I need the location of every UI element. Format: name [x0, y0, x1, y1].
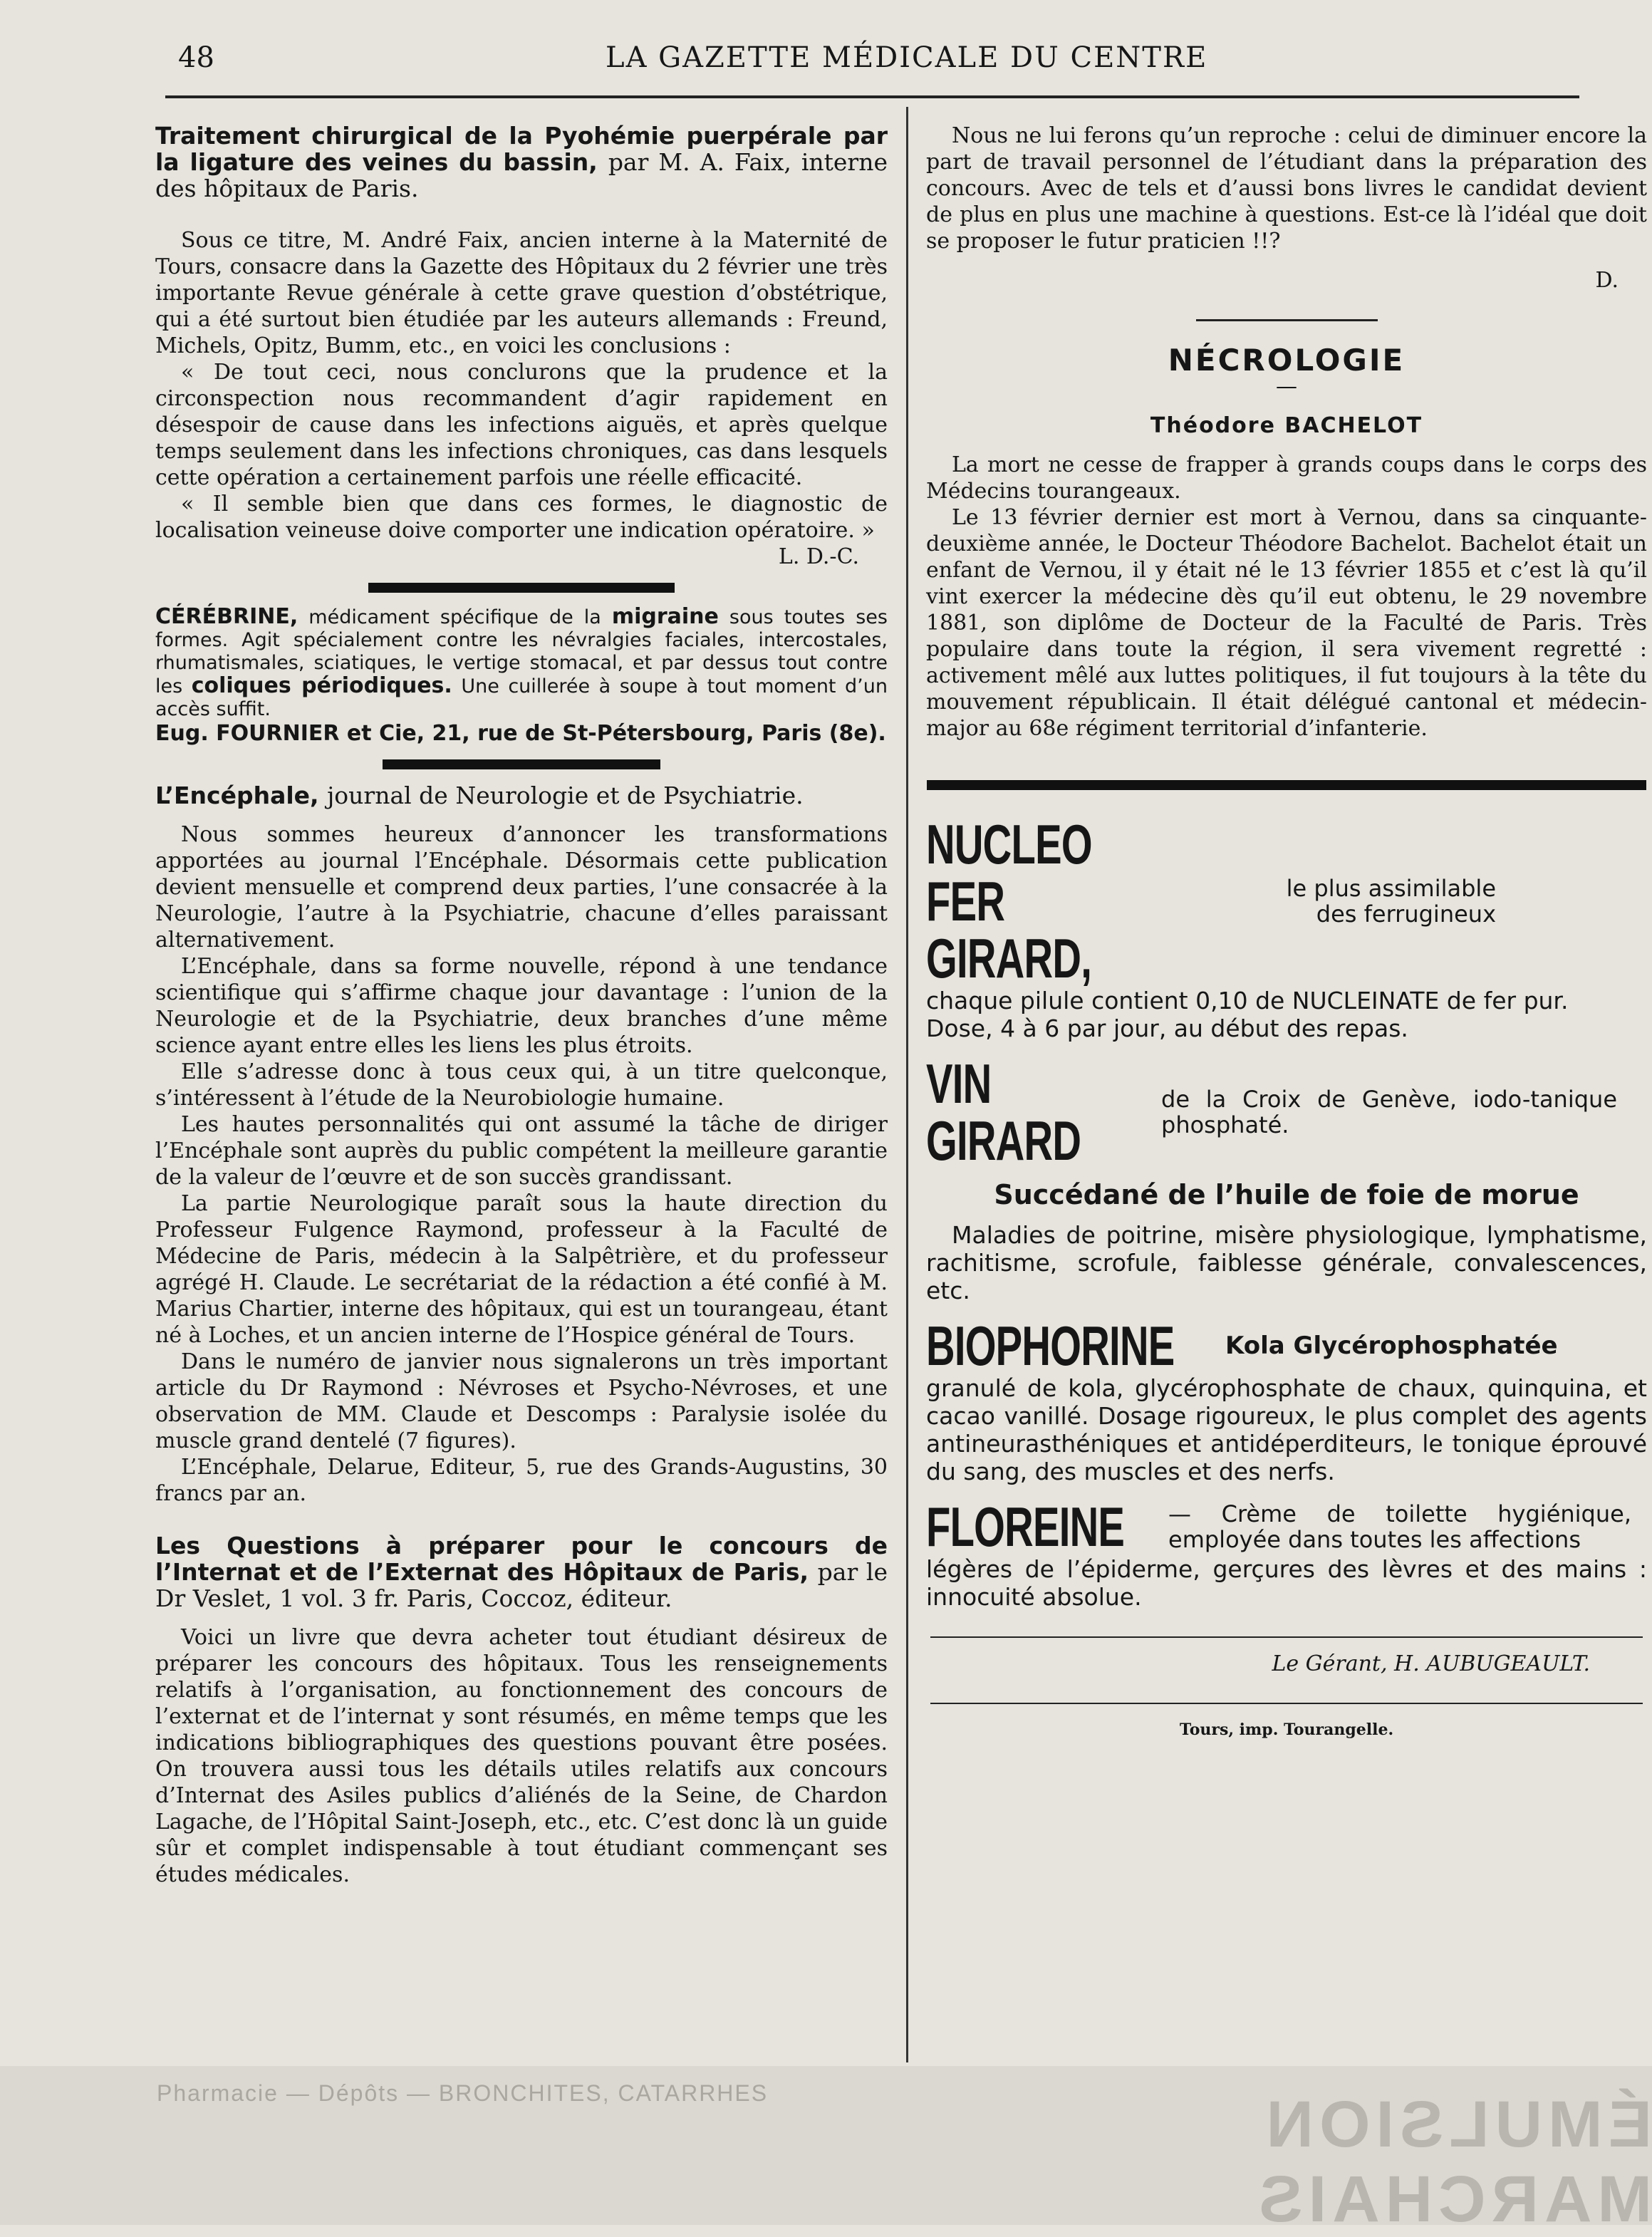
article-questions-title: Les Questions à préparer pour le concours de l’Internat et de l’Externat des Hôpitaux de Paris, par le Dr Veslet, 1 vol. 3 fr. Paris, Coccoz, éditeur. [155, 1532, 888, 1612]
separator-bar [368, 583, 675, 593]
publication-title: LA GAZETTE MÉDICALE DU CENTRE [606, 41, 1208, 74]
necrology-heading: NÉCROLOGIE [1168, 343, 1406, 378]
ad-nucleo-line2: Dose, 4 à 6 par jour, au début des repas. [926, 1014, 1408, 1042]
article-encephale-p3: Elle s’adresse donc à tous ceux qui, à un titre quelconque, s’intéressent à l’étude de la Neurobiologie humaine. [155, 1059, 888, 1111]
ad-biophorine-heading: BIOPHORINE [926, 1314, 1175, 1377]
necrology-name: Théodore BACHELOT [1150, 413, 1423, 438]
article-encephale-p1: Nous sommes heureux d’annoncer les transformations apportées au journal l’Encéphale. Désormais cette publication devient mensuelle et comprend deux parties, l’une consacrée à la Neurologie, l’autre à la Psychiatrie, chacune d’elles paraissant alternativement. [155, 822, 888, 953]
right-column [926, 123, 1647, 1743]
review-signature: D. [1595, 268, 1619, 293]
ad-floreine-side: — Crème de toilette hygiénique, employée dans toutes les affections [1168, 1500, 1631, 1553]
necrology-p2: Le 13 février dernier est mort à Vernou, dans sa cinquante-deuxième année, le Docteur Théodore Bachelot. Bachelot était un enfant de Vernou, il y était né le 13 février 1855 et c’est là qu’il vint exercer la médecine dès qu’il eut obtenu, le 29 novembre 1881, son diplôme de Docteur de la Faculté de Paris. Très populaire dans toute la région, il sera vivement regretté : activement mêlé aux luttes politiques, il fut toujours à la tête du mouvement républicain. Il était délégué cantonal et médecin-major au 68e régiment territorial d’infanterie. [926, 505, 1647, 741]
page-number: 48 [178, 41, 214, 74]
article-encephale-p5: La partie Neurologique paraît sous la haute direction du Professeur Fulgence Raymond, professeur à la Faculté de Médecine de Paris, médecin à la Salpêtrière, et du professeur agrégé H. Claude. Le secrétariat de la rédaction a été confié à M. Marius Chartier, interne des hôpitaux, qui est un tourangeau, étant né à Loches, et un ancien interne de l’Hospice général de Tours. [155, 1191, 888, 1348]
article-encephale-p2: L’Encéphale, dans sa forme nouvelle, répond à une tendance scientifique qui s’affirme chaque jour davantage : l’union de la Neurologie et de la Psychiatrie, deux branches d’une même science ayant entre elles les liens les plus étroits. [155, 954, 888, 1058]
left-column [155, 123, 888, 1888]
article-pyohemie-title: Traitement chirurgical de la Pyohémie puerpérale par la ligature des veines du bassin, par M. A. Faix, interne des hôpitaux de Paris. [155, 122, 888, 202]
article-pyohemie-signature: L. D.-C. [778, 544, 859, 569]
ads-separator-bar [927, 780, 1646, 790]
column-divider [906, 107, 908, 2062]
header-rule [165, 95, 1579, 98]
article-pyohemie-p3: « Il semble bien que dans ces formes, le diagnostic de localisation veineuse doive comporter une indication opératoire. » [155, 492, 888, 543]
ad-nucleo-side: le plus assimilable des ferrugineux [1286, 875, 1496, 928]
bleed-through-text: Pharmacie — Dépôts — BRONCHITES, CATARRHES [157, 2080, 769, 2106]
article-encephale-p4: Les hautes personnalités qui ont assumé la tâche de diriger l’Encéphale sont auprès du public compétent la meilleure garantie de la valeur de l’œuvre et de son succès grandissant. [155, 1112, 888, 1190]
article-encephale-p6: Dans le numéro de janvier nous signalerons un très important article du Dr Raymond : Névroses et Psycho-Névroses, et une observation de MM. Claude et Descomps : Paralysie isolée du muscle grand dentelé (7 figures). [155, 1349, 888, 1453]
ad-vin-body: Maladies de poitrine, misère physiologique, lymphatisme, rachitisme, scrofule, faiblesse générale, convalescences, etc. [926, 1221, 1647, 1304]
ad-floreine [926, 1495, 1647, 1558]
ad-vin-girard [926, 1052, 1647, 1172]
article-encephale-title: L’Encéphale, journal de Neurologie et de Psychiatrie. [155, 782, 804, 809]
page-header [178, 41, 1589, 84]
ad-cerebrine-address: Eug. FOURNIER et Cie, 21, rue de St-Pétersbourg, Paris (8e). [155, 721, 886, 746]
necrology-p1: La mort ne cesse de frapper à grands coups dans le corps des Médecins tourangeaux. [926, 452, 1647, 504]
ad-biophorine-side: Kola Glycérophosphatée [1225, 1332, 1558, 1360]
article-pyohemie-p1: Sous ce titre, M. André Faix, ancien interne à la Maternité de Tours, consacre dans la Gazette des Hôpitaux du 2 février une très importante Revue générale à cette grave question d’obstétrique, qui a été surtout bien étudiée par les auteurs allemands : Freund, Michels, Opitz, Bumm, etc., en voici les conclusions : [155, 228, 888, 358]
gerant-line: Le Gérant, H. AUBUGEAULT. [1272, 1651, 1590, 1676]
ad-vin-heading: VIN GIRARD [926, 1052, 1081, 1172]
ad-biophorine [926, 1314, 1647, 1377]
article-pyohemie-p2: « De tout ceci, nous conclurons que la prudence et la circonspection nous recommandent d’agir rapidement en désespoir de cause dans les infections aiguës, et après quelque temps seulement dans les infections chroniques, cas dans lesquels cette opération a certainement parfois une réelle efficacité. [155, 360, 888, 490]
review-continuation: Nous ne lui ferons qu’un reproche : celui de diminuer encore la part de travail personnel de l’étudiant dans la préparation des concours. Avec de tels et d’aussi bons livres le candidat devient de plus en plus une machine à questions. Est-ce là l’idéal que doit se proposer le futur praticien !!? [926, 123, 1647, 254]
ad-cerebrine: CÉRÉBRINE, médicament spécifique de la migraine sous toutes ses formes. Agit spécialement contre les névralgies faciales, intercostales, rhumatismales, sciatiques, le vertige stomacal, et par dessus tout contre les coliques périodiques. Une cuillerée à soupe à tout moment d’un accès suffit. [155, 604, 888, 720]
necrology-dash: — [1276, 374, 1297, 399]
article-encephale-p7: L’Encéphale, Delarue, Editeur, 5, rue des Grands-Augustins, 30 francs par an. [155, 1455, 888, 1506]
imprint-line: Tours, imp. Tourangelle. [1179, 1720, 1394, 1739]
ad-biophorine-body: granulé de kola, glycérophosphate de chaux, quinquina, et cacao vanillé. Dosage rigoureux, le plus complet des agents antineurasthéniques et antidéperditeurs, le tonique éprouvé du sang, des muscles et des nerfs. [926, 1374, 1647, 1485]
ad-vin-subtitle: Succédané de l’huile de foie de morue [994, 1179, 1579, 1210]
ad-floreine-heading: FLOREINE [926, 1495, 1125, 1558]
ad-nucleo-line1: chaque pilule contient 0,10 de NUCLEINATE de fer pur. [926, 987, 1569, 1014]
separator-bar [383, 759, 660, 769]
ad-nucleo-fer-girard [926, 813, 1647, 990]
ad-floreine-body: légères de l’épiderme, gerçures des lèvres et des mains : innocuité absolue. [926, 1555, 1647, 1611]
article-questions-p1: Voici un livre que devra acheter tout étudiant désireux de préparer les concours des hôpitaux. Tous les renseignements relatifs à l’organisation, au fonctionnement des concours de l’externat et de l’internat y sont résumés, en même temps que les indications bibliographiques des questions pouvant être posées. On trouvera aussi tous les détails utiles relatifs aux concours d’Internat des Asiles publics d’aliénés de la Seine, de Chardon Lagache, de l’Hôpital Saint-Joseph, etc., etc. C’est donc là un guide sûr et complet indispensable à tout étudiant commençant ses études médicales. [155, 1625, 888, 1887]
ad-vin-side: de la Croix de Genève, iodo-tanique phosphaté. [1161, 1086, 1617, 1138]
ad-nucleo-heading: NUCLEO FER GIRARD, [926, 813, 1092, 990]
bleed-through-heading: ÉMULSION MARCHAIS [1253, 2088, 1652, 2236]
